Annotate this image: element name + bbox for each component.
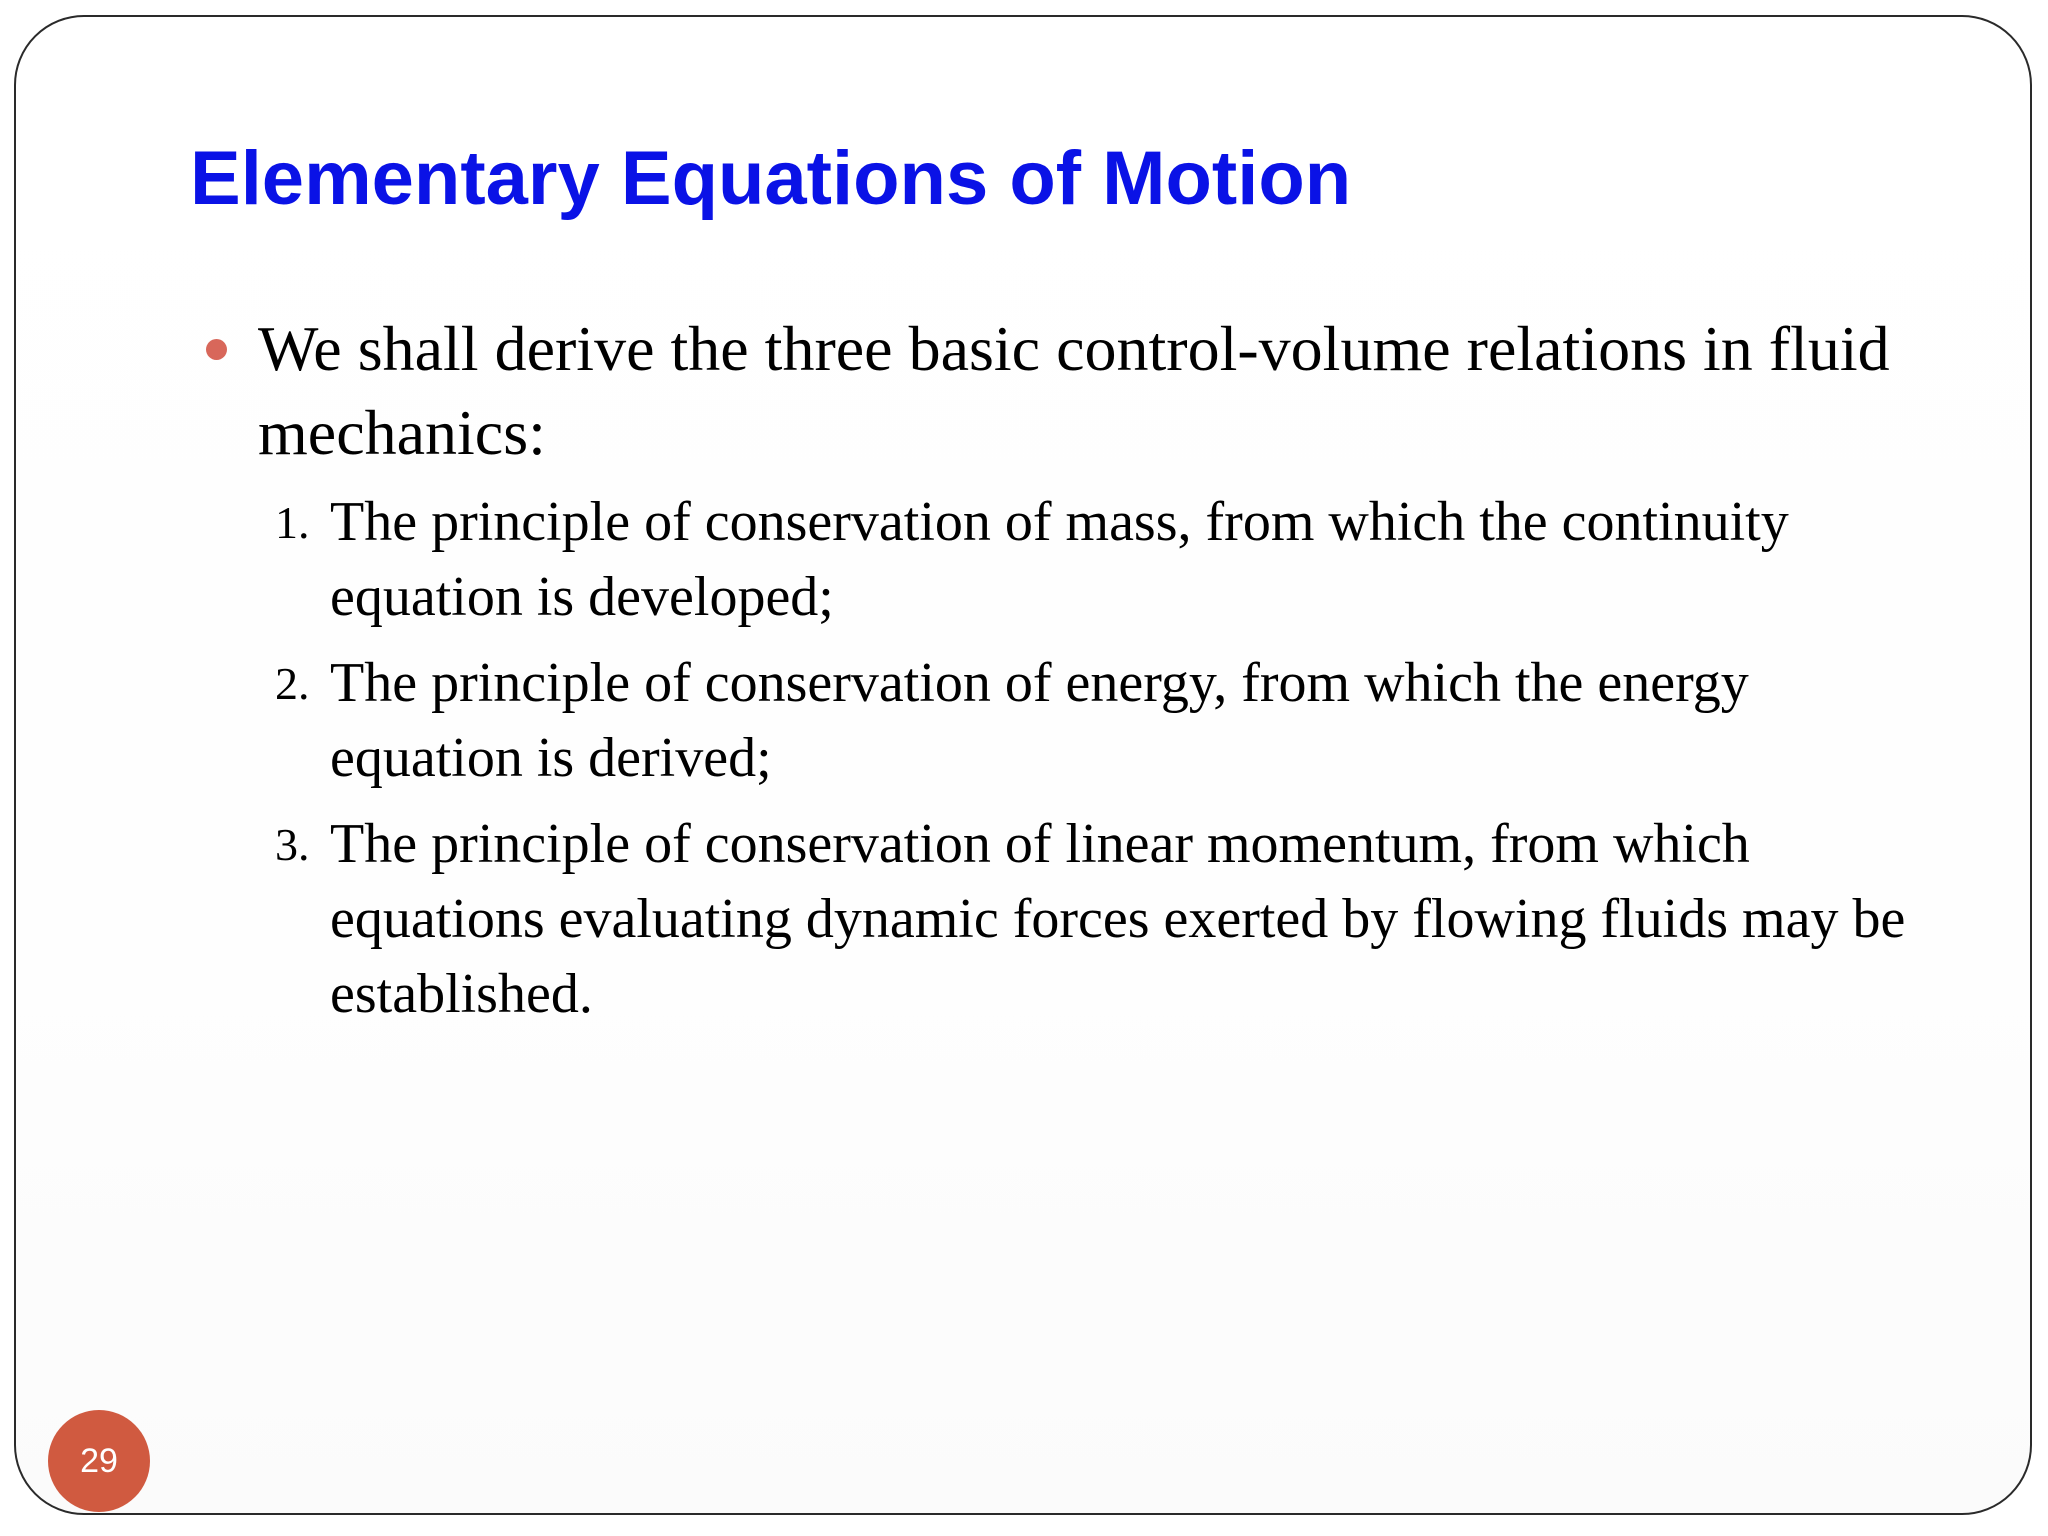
bullet-text: We shall derive the three basic control-volume relations in fluid mechanics:	[258, 313, 1890, 468]
list-item-number: 3.	[275, 819, 310, 870]
list-item	[190, 485, 1930, 635]
list-item-text: The principle of conservation of linear momentum, from which equations evaluating dynamic forces exerted by flowing fluids may be established.	[330, 813, 1906, 1025]
numbered-list	[190, 485, 1930, 1032]
list-item-number: 2.	[275, 658, 310, 709]
page-number-badge: 29	[48, 1410, 150, 1512]
slide-frame	[14, 15, 2032, 1515]
list-item	[190, 646, 1930, 796]
list-item	[190, 807, 1930, 1032]
bullet-item	[190, 307, 1930, 475]
list-item-text: The principle of conservation of mass, from which the continuity equation is developed;	[330, 491, 1789, 628]
slide-title: Elementary Equations of Motion	[190, 136, 1352, 221]
list-item-text: The principle of conservation of energy, from which the energy equation is derived;	[330, 652, 1749, 789]
list-item-number: 1.	[275, 497, 310, 548]
slide-content	[190, 307, 1930, 1043]
bullet-dot-icon	[206, 339, 227, 360]
